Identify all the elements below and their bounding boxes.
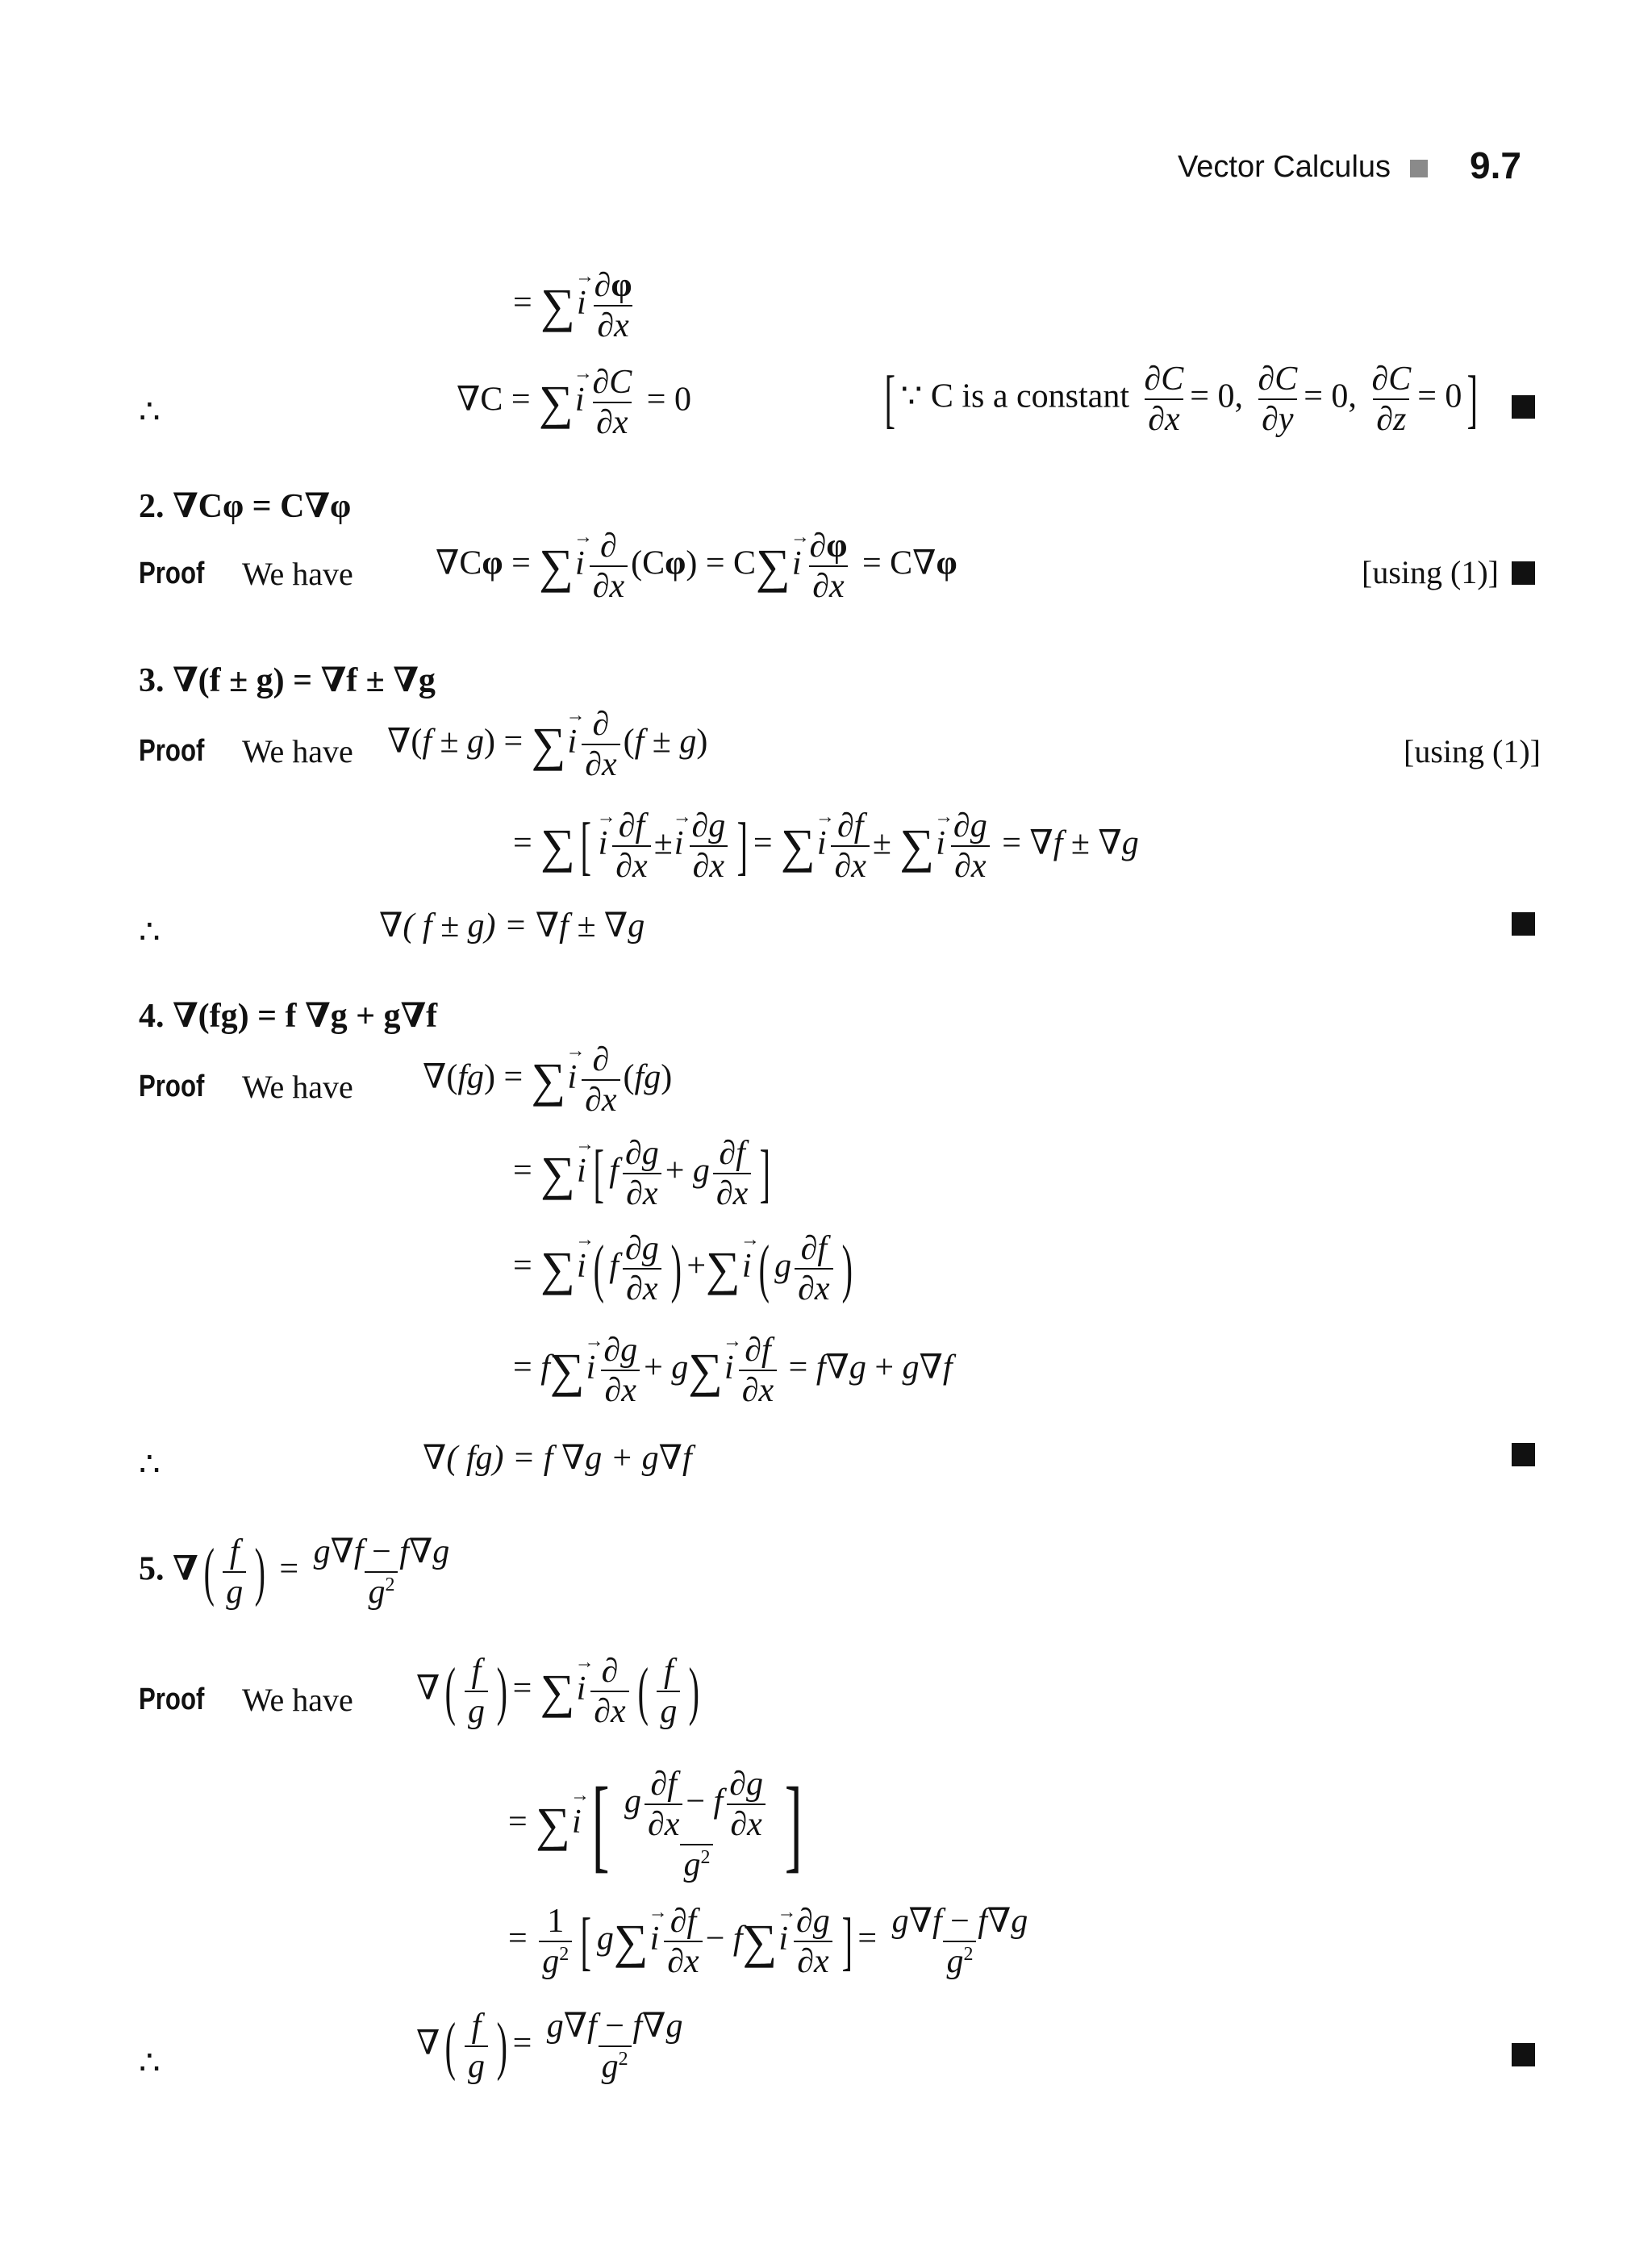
property-4-line2: = ∑→ i [ f $\frac{\partial g}{\partial x}$ + g $\frac{\partial f}{\partial x}$ ]	[513, 1136, 776, 1211]
qed-square-icon	[1512, 912, 1535, 936]
property-4-line1: ∇(fg) = ∑→ i $\frac{\partial}{\partial x}$ (fg)	[423, 1042, 672, 1118]
property-3-line1: ∇(f ± g) = ∑→ i $\frac{\partial}{\partial x}$ (f ± g)	[387, 707, 707, 782]
therefore-symbol: ∴	[139, 1446, 161, 1483]
property-4-heading: 4. ∇(fg) = f ∇g + g∇f	[139, 998, 438, 1035]
top-equation-line1: = ∑→ i $\frac{\partial\varphi}{\partial x}$	[513, 268, 639, 344]
we-have-label: We have	[242, 556, 353, 592]
therefore-symbol: ∴	[139, 2045, 161, 2082]
header-square-icon	[1410, 160, 1428, 177]
property-5-line2: = ∑→ i[ g $\frac{\partial f}{\partial x}$ − f $\frac{\partial g}{\partial x}$ $g^2$ ]	[508, 1766, 811, 1883]
property-2-heading: 2. ∇Cφ = C∇φ	[139, 488, 352, 525]
property-4-conclusion: ∇( fg) = f ∇g + g∇f	[423, 1440, 692, 1477]
top-equation-line2: ∇C = ∑→ i $\frac{\partial C}{\partial x}$ = 0	[457, 365, 691, 440]
property-3-conclusion: ∇( f ± g) = ∇f ± ∇g	[379, 907, 645, 945]
we-have-label: We have	[242, 1069, 353, 1105]
therefore-symbol: ∴	[139, 914, 161, 951]
qed-square-icon	[1512, 2043, 1535, 2066]
qed-square-icon	[1512, 1443, 1535, 1466]
property-5-line1: ∇( $\frac{f}{g}$ ) = ∑→ i $\frac{\partial}{\partial x}$ ( $\frac{f}{g}$ )	[416, 1653, 705, 1729]
property-5-heading: 5. ∇( $\frac{f}{g}$ ) = $\frac{g\nabla f - f\nabla g}{g^2}$	[139, 1533, 450, 1612]
property-4-line4: = f∑→ i $\frac{\partial g}{\partial x}$ + g∑→ i $\frac{\partial f}{\partial x}$ = f∇g + g∇f	[513, 1332, 953, 1408]
chapter-title: Vector Calculus	[1178, 150, 1391, 184]
using-1-note: [using (1)]	[1404, 733, 1541, 769]
using-1-note: [using (1)]	[1362, 554, 1499, 590]
constant-note: [ ∵ C is a constant $\frac{\partial C}{\partial x}$ = 0, $\frac{\partial C}{\partial y}$ = 0, $\frac{\partial C}{\partial z}$ = 0]	[884, 361, 1479, 439]
therefore-symbol: ∴	[139, 394, 161, 431]
qed-square-icon	[1512, 395, 1535, 419]
running-header	[1178, 150, 1391, 185]
proof-label: Proof	[139, 1683, 205, 1716]
property-3-line2: = ∑[→ i $\frac{\partial f}{\partial x}$ ±→ i $\frac{\partial g}{\partial x}$ ] = ∑→ i $\frac{\partial f}{\partial x}$ ± ∑→ i $\frac{\partial g}{\partial x}$ = ∇f ± ∇g	[513, 808, 1139, 884]
qed-square-icon	[1512, 561, 1535, 585]
we-have-label: We have	[242, 733, 353, 769]
property-5-line3: = $\frac{1}{g^2}$ [ g∑→ i $\frac{\partial f}{\partial x}$ − f∑→ i $\frac{\partial g}{\partial x}$ ] = $\frac{g\nabla f - f\nabla g}{g^2}$	[508, 1904, 1034, 1979]
proof-label: Proof	[139, 734, 205, 768]
property-5-conclusion: ∇( $\frac{f}{g}$ ) = $\frac{g\nabla f - f\nabla g}{g^2}$	[416, 2008, 683, 2086]
we-have-label: We have	[242, 1682, 353, 1718]
page-number: 9.7	[1470, 144, 1521, 186]
property-2-proof: ∇Cφ = ∑→ i $\frac{\partial}{\partial x}$ (Cφ) = C∑→ i $\frac{\partial\varphi}{\partial x}$ = C∇φ	[436, 528, 957, 604]
proof-label: Proof	[139, 1070, 205, 1103]
proof-label: Proof	[139, 557, 205, 590]
property-4-line3: = ∑→ i ( f $\frac{\partial g}{\partial x}$ ) +∑→ i ( g $\frac{\partial f}{\partial x}$ )	[513, 1231, 857, 1307]
property-3-heading: 3. ∇(f ± g) = ∇f ± ∇g	[139, 662, 436, 699]
